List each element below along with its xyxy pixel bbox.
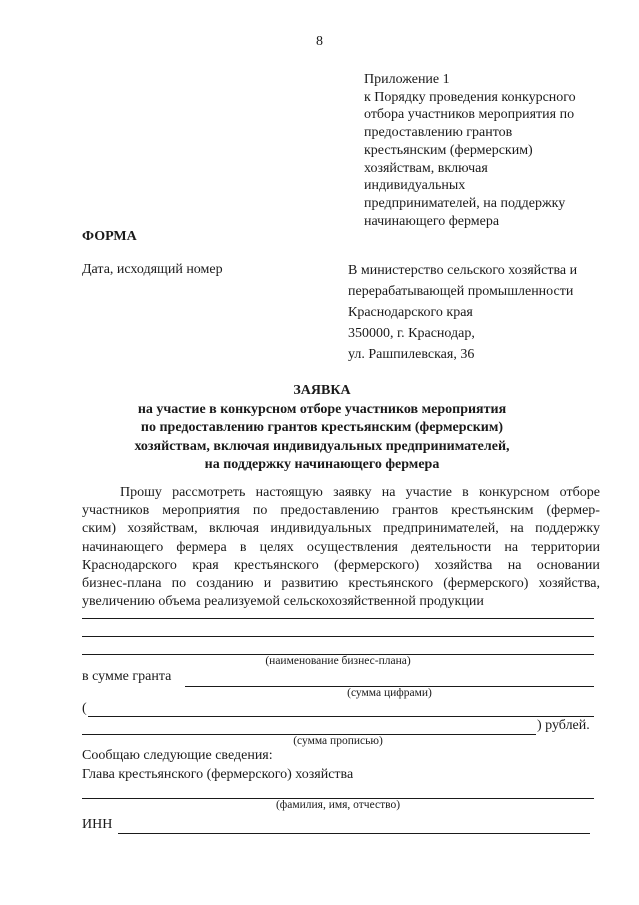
paragraph-line: бизнес-плана по созданию и развитию крестьянского (фермерского) хозяйства, [82,576,600,592]
head-label: Глава крестьянского (фермерского) хозяйства [82,767,354,782]
appendix-line: хозяйствам, включая [364,160,488,176]
addressee-line: перерабатывающей промышленности [348,284,574,299]
appendix-note [364,71,614,230]
title-line: по предоставлению грантов крестьянским (фермерским) [140,420,504,435]
open-paren: ( [82,701,87,716]
appendix-line: Приложение 1 [364,72,450,87]
sum-words-line[interactable] [88,716,594,717]
paragraph-line: ским) хозяйствам, включая индивидуальных предпринимателей, на поддержку [82,521,600,537]
addressee-line: ул. Рашпилевская, 36 [348,347,475,362]
page-number: 8 [316,34,323,49]
addressee-line: 350000, г. Краснодар, [348,326,475,341]
addressee-line: В министерство сельского хозяйства и [348,263,578,278]
request-paragraph [82,484,600,611]
paragraph-line: Прошу рассмотреть настоящую заявку на участие в конкурсном отборе [120,485,600,500]
paragraph-line: Краснодарского края крестьянского (фермерского) хозяйства на основании [82,557,600,573]
appendix-line: начинающего фермера [364,213,500,229]
fio-caption: (фамилия, имя, отчество) [275,799,401,811]
info-label: Сообщаю следующие сведения: [82,748,273,763]
title-line: на участие в конкурсном отборе участников мероприятия [137,401,507,417]
paragraph-line: начинающего фермера в целях осуществления деятельности на территории [82,539,600,555]
addressee-block [348,260,577,365]
title-line: хозяйствам, включая индивидуальных предпринимателей, [134,438,510,454]
date-number-label: Дата, исходящий номер [82,262,223,277]
appendix-line: индивидуальных [364,178,466,194]
business-plan-line[interactable] [82,636,594,637]
business-plan-line[interactable] [82,618,594,619]
appendix-line: крестьянским (фермерским) [364,142,533,158]
title-line: на поддержку начинающего фермера [204,457,440,472]
appendix-line: отбора участников мероприятия по [364,107,575,123]
sum-words-caption: (сумма прописью) [293,735,383,747]
title-heading: ЗАЯВКА [293,383,351,398]
grant-sum-label: в сумме гранта [82,669,172,684]
appendix-line: предпринимателей, на поддержку [364,195,566,211]
addressee-line: Краснодарского края [348,305,473,320]
application-title [82,382,562,475]
inn-field[interactable] [118,833,590,834]
rubles-label: ) рублей. [537,718,590,733]
paragraph-line: увеличению объема реализуемой сельскохозяйственной продукции [82,594,484,610]
sum-digits-caption: (сумма цифрами) [347,687,432,699]
paragraph-line: участников мероприятия по предоставлению грантов крестьянским (фермер- [82,503,600,519]
form-label: ФОРМА [82,229,137,244]
inn-label: ИНН [82,817,113,832]
business-plan-caption: (наименование бизнес-плана) [265,655,411,667]
appendix-line: предоставлению грантов [364,125,513,141]
appendix-line: к Порядку проведения конкурсного [364,89,576,105]
